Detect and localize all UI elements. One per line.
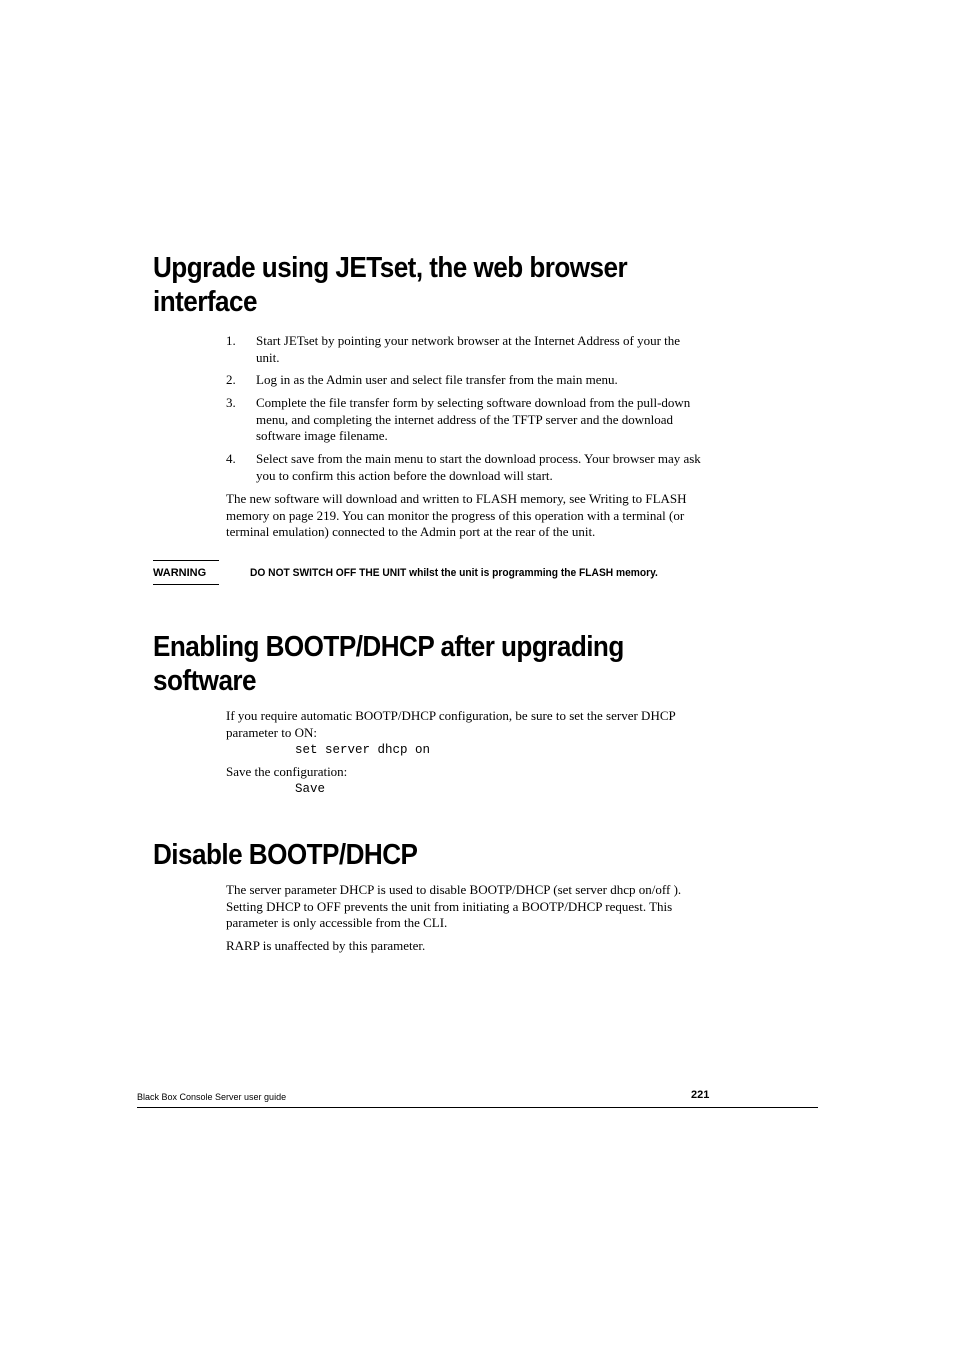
list-number: 1. xyxy=(226,333,236,348)
warning-label: WARNING xyxy=(153,560,219,585)
list-item xyxy=(226,372,701,389)
list-item xyxy=(226,333,701,366)
heading-enabling-bootp-dhcp: Enabling BOOTP/DHCP after upgrading software xyxy=(153,631,624,697)
footer-document-title: Black Box Console Server user guide xyxy=(137,1092,287,1102)
enabling-intro-paragraph: If you require automatic BOOTP/DHCP configuration, be sure to set the server DHCP parameter to ON: xyxy=(226,708,676,740)
footer-page-number: 221 xyxy=(691,1089,710,1101)
disable-paragraph: The server parameter DHCP is used to disable BOOTP/DHCP (set server dhcp on/off ). Setting DHCP to OFF prevents the unit from initiating a BOOTP/DHCP request. This parameter is only accessible from the CLI. xyxy=(226,882,682,930)
rarp-paragraph: RARP is unaffected by this parameter. xyxy=(226,938,426,953)
warning-text: DO NOT SWITCH OFF THE UNIT whilst the unit is programming the FLASH memory. xyxy=(250,567,658,579)
list-item xyxy=(226,395,701,445)
list-item xyxy=(226,451,701,484)
upgrade-summary-paragraph: The new software will download and written to FLASH memory, see Writing to FLASH memory on page 219. You can monitor the progress of this operation with a terminal (or terminal emulation) connected to the Admin port at the rear of the unit. xyxy=(226,491,687,539)
list-number: 4. xyxy=(226,451,236,466)
list-number: 2. xyxy=(226,372,236,387)
code-set-server-dhcp: set server dhcp on xyxy=(295,743,431,757)
heading-disable-bootp-dhcp: Disable BOOTP/DHCP xyxy=(153,839,418,871)
list-text: Complete the file transfer form by selecting software download from the pull-down menu, and completing the internet address of the TFTP server and the download software image filename. xyxy=(256,395,691,443)
list-text: Log in as the Admin user and select file transfer from the main menu. xyxy=(256,372,618,387)
code-save: Save xyxy=(295,782,326,796)
list-text: Select save from the main menu to start the download process. Your browser may ask you to confirm this action before the download will start. xyxy=(256,451,701,483)
save-config-text: Save the configuration: xyxy=(226,764,348,779)
footer-divider xyxy=(137,1107,818,1108)
heading-upgrade-jetset: Upgrade using JETset, the web browser interface xyxy=(153,252,628,318)
list-number: 3. xyxy=(226,395,236,410)
list-text: Start JETset by pointing your network browser at the Internet Address of your the unit. xyxy=(256,333,681,365)
